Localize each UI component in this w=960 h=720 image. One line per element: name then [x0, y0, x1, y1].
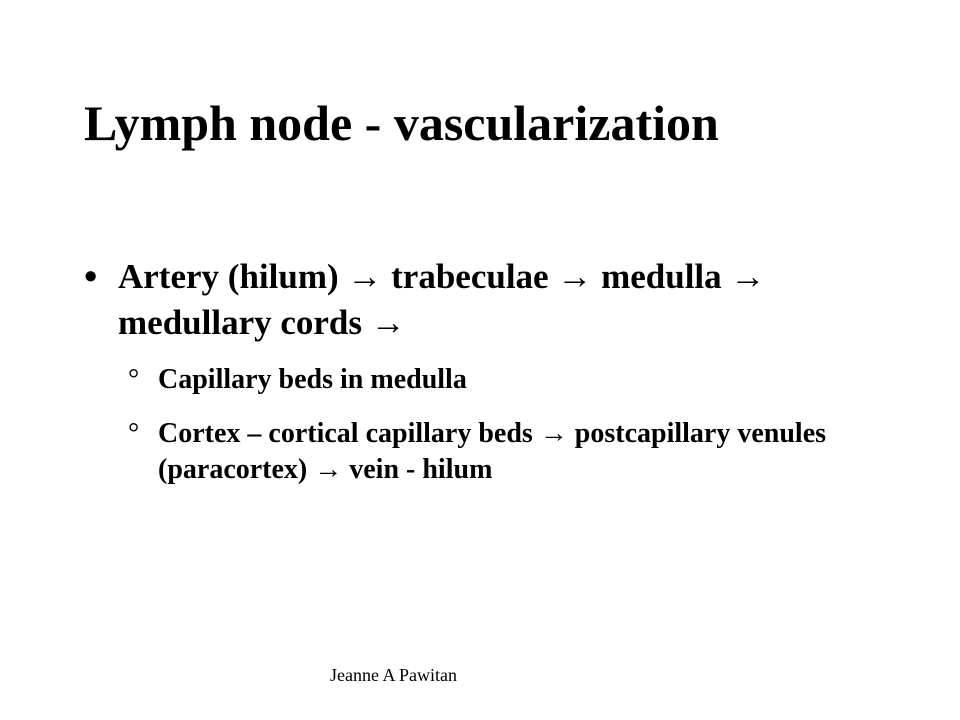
sub-item-text: Cortex – cortical capillary beds → postcapillary venules (paracortex) → vein - hilum [158, 418, 827, 485]
sub-item-capillary-beds [128, 362, 888, 398]
sub-item-cortex [128, 416, 888, 488]
slide-title: Lymph node - vascularization [84, 95, 719, 151]
bullet-text: Artery (hilum) → trabeculae → medulla → medullary cords → [118, 257, 766, 342]
sub-item-text: Capillary beds in medulla [158, 364, 467, 395]
footer-author: Jeanne A Pawitan [330, 665, 457, 685]
sub-item-marker: ° [128, 418, 140, 449]
bullet-marker: • [84, 256, 98, 298]
sub-item-marker: ° [128, 364, 140, 395]
bullet-item [84, 254, 884, 346]
